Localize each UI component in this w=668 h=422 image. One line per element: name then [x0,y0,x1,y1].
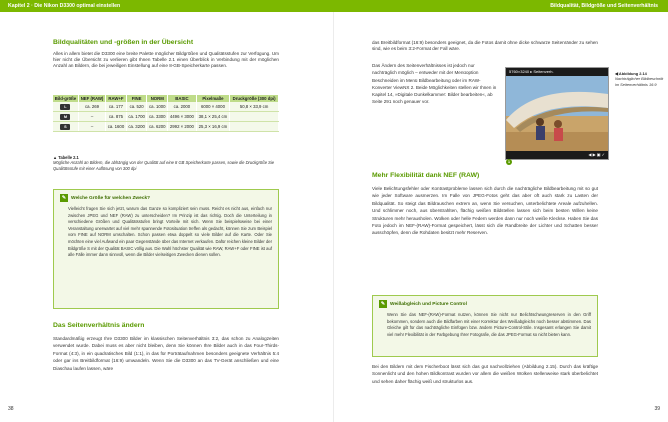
figure-marker-1: 1 [507,159,511,164]
section-header: Bildqualität, Bildgröße und Seitenverhältnis [334,0,668,12]
table-cell: ca. 2000 [168,102,197,112]
table-cell: ca. 3200 [126,122,147,132]
table-cell: 2992 × 2000 [168,122,197,132]
table-cell: 6000 × 4000 [196,102,229,112]
tip-title: Weißabgleich und Picture Control [390,302,467,307]
table-row [53,102,279,112]
table-cell: 50,8 × 33,9 cm [230,102,279,112]
seitenverhaeltnis-info: Das Ändern des Seitenverhältnisses ist jedoch nur nachträglich möglich – entweder mit der Menüoption Beschneiden im Menü Bildbearbeitung oder im RAW-Konverter ViewNX 2. Beide Möglichkeiten stellen wir Ihnen in Kapitel 14, »Digitale Dunkelkammer: Bilder bearbeiten«, ab Seite 291 noch genauer vor. [372,63,497,105]
table-cell: – [78,112,105,122]
figure-caption-text: Nachträglicher Bildbeschnitt im Seitenverhältnis 16:9 [615,76,664,87]
table-cell: ca. 3300 [147,112,168,122]
nef-raw-paragraph: Viele Belichtungsfehler oder Kontrastprobleme lassen sich durch die nachträgliche Bildbearbeitung mit so gut wie jeder Software ausmerzen. Im Falle von JPEG-Fotos geht das aber oft auch stark zu Lasten der Bildqualität. So steigt das Bildrauschen extrem an, wenn Sie versuchen, unterbelichtete Areale aufzuhellen. Und schlimmer noch, aus überstrahlten, flächig weißen Bildstellen lassen sich beim besten Willen keine Strukturen mehr herausholen. Wolken oder helle Federn werden dann nur noch weiße Kleckse. Haben Sie das Foto jedoch im NEF-(RAW)-Format gespeichert, lässt sich die Randbreite der Lichter und Schatten besser ausschöpfen, denn die Rohdaten besitzt mehr Reserven. [372,186,598,236]
lcd-bottom-bar: ◀ ▶ ▣ ✓ [506,151,608,159]
col-norm: NORM [147,95,168,102]
size-cell [53,102,78,112]
tip-box-groesse [53,189,279,309]
col-nef: NEF (RAW) [78,95,105,102]
col-druckgroesse: Druckgröße (300 dpi) [230,95,279,102]
lcd-preview-figure [505,67,609,160]
size-cell [53,112,78,122]
table-cell: ca. 1600 [106,122,127,132]
photo-graphic [506,76,608,151]
col-pixelmasse: Pixelmaße [196,95,229,102]
table-cell: ca. 875 [106,112,127,122]
col-bildgroesse: Bild-größe [53,95,78,102]
size-cell [53,122,78,132]
heading-nef-raw: Mehr Flexibilität dank NEF (RAW) [372,172,480,179]
table-caption-title: ▲ Tabelle 2.1 [53,155,79,160]
tip-text: Wenn Sie das NEF-(RAW)-Format nutzen, können Sie nicht nur Belichtschwungreserven in den Griff bekommen, sondern auch die Bildfarben mit einer Korrektur des Weißabgleichs noch besser abstimmen. Das Gleiche gilt für das nachträgliche Einfügen bzw. ändern Picture-Control-Stile. Insgesamt erlangen Sie damit viel mehr Flexibilität in der Farbgebung Ihrer Fotografie, die das JPEG-Format so nicht bieten kann. [387,312,591,337]
lcd-top-bar: 5760×3240 ▸ Seitenverh. [506,68,608,76]
col-rawf: RAW+F [106,95,127,102]
table-cell: 25,3 × 16,9 cm [196,122,229,132]
right-page [334,12,668,422]
size-m-icon: M [60,114,70,120]
figure-caption-title: ◀ Abbildung 2.14 [615,71,647,76]
table-cell: ca. 1000 [147,102,168,112]
tip-box-weissabgleich [372,295,598,357]
tip-icon: ✎ [61,195,67,201]
table-cell: ca. 520 [126,102,147,112]
tip-title: Welche Größe für welchen Zweck? [71,196,151,201]
table-cell: ca. 269 [78,102,105,112]
fischerboot-paragraph: Bei den Bildern mit dem Fischerboot lässt sich das gut nachvollziehen (Abbildung 2.15). Durch das kräftige Sonnenlicht und den hohen Bildkontrast wurden vor allem die weißen Wolken stellenweise stark überbelichtet und sehen daher flächig weiß und strukturlos aus. [372,364,598,384]
table-cell: ca. 1700 [126,112,147,122]
stadium-photo [506,76,608,151]
heading-bildqualitaeten: Bildqualitäten und -größen in der Übersicht [53,39,194,46]
table-cell: ca. 177 [106,102,127,112]
table-row [53,122,279,132]
chapter-header: Kapitel 2 · Die Nikon D3300 optimal einstellen [0,0,334,12]
table-cell [230,122,279,132]
left-page [0,12,334,422]
table-header-row [53,95,279,102]
tip-text: Vielleicht fragen Sie sich jetzt, warum das Ganze so kompliziert sein muss. Reicht es nicht aus, einfach nur zwischen JPEG und NEF (RAW) zu unterscheiden? Im Prinzip ist das richtig. Doch die Unterteilung in verschiedene Größen und Qualitätsstufen bringt Vorteile mit sich. Wenn Sie beispielsweise bei einer Veranstaltung unerwartet auf viel mehr spannende Fotosituation treffen als gedacht, können Sie zum Beispiel vom FINE auf NORM umschalten. Schon passen etwa doppelt so viele Bilder auf die Karte. Oder Sie möchten eine viel Aufwand ein paar Gegenstände über das Internet verkaufen. Dafür reichen kleine Bilder der Bildgröße S mit der Qualität BASIC völlig aus. Die Wahl höchster Qualität wie RAW, RAW+F oder FINE ist auf alle Fälle immer dann sinnvoll, wenn die Bilder vielseitigen Zwecken dienen sollen. [68,206,272,258]
size-l-icon: L [60,104,70,110]
size-s-icon: S [60,124,70,130]
table-cell [230,112,279,122]
quality-size-table [53,95,279,132]
col-basic: BASIC [168,95,197,102]
table-row [53,112,279,122]
page-number-left: 38 [8,406,14,412]
intro-paragraph: Alles in allem bietet die D3300 eine breite Palette möglicher Bildgrößen und Qualitätsstufen zur Verfügung. Um hier nicht die Übersicht zu verlieren gibt Ihnen Tabelle 2.1 einen Überblick in Verbindung mit der möglichen Anzahl an Bildern, die bei jeweiligen Einstellung auf eine 8-GB-Speicherkarte passen. [53,51,279,69]
page-number-right: 39 [654,406,660,412]
seitenverhaeltnis-paragraph: Standardmäßig erzeugt Ihre D3300 Bilder im klassischen Seitenverhältnis 3:2, das schon zu Analogzeiten verwendet wurde. Dabei muss es aber nicht bleiben, denn Sie können Ihre Bilder auch in das Four-Thirds-Format (4:3), in ein quadratisches Bild (1:1), in das für Porträtaufnahmen besonders geeignete Verhältnis 5:4 oder gar ins Breitbildformat (16:9) umwandeln. Wenn Sie die D3300 an das TV-Gerät anschließen und eine Diaschau laufen lassen, wäre [53,336,279,371]
table-caption-text: Mögliche Anzahl an Bildern, die abhängig von der Qualität auf eine 8 GB Speicherkarte passen, sowie die Druckgröße Sie Qualitätsstufe mit einer Auflösung von 300 dpi [53,160,275,171]
table-caption [53,155,279,171]
figure-caption [615,71,665,87]
heading-seitenverhaeltnis: Das Seitenverhältnis ändern [53,322,145,329]
col-fine: FINE [126,95,147,102]
table-cell: 4496 × 3000 [168,112,197,122]
tip-icon: ✎ [380,301,386,307]
table-cell: 38,1 × 25,4 cm [196,112,229,122]
top-paragraph: das Breitbildformat (16:9) besonders geeignet, da die Fotos damit ohne dicke schwarze Seitenränder zu sehen sind, wie es beim 3:2-Format der Fall wäre. [372,40,598,52]
table-cell: ca. 6200 [147,122,168,132]
table-cell: – [78,122,105,132]
